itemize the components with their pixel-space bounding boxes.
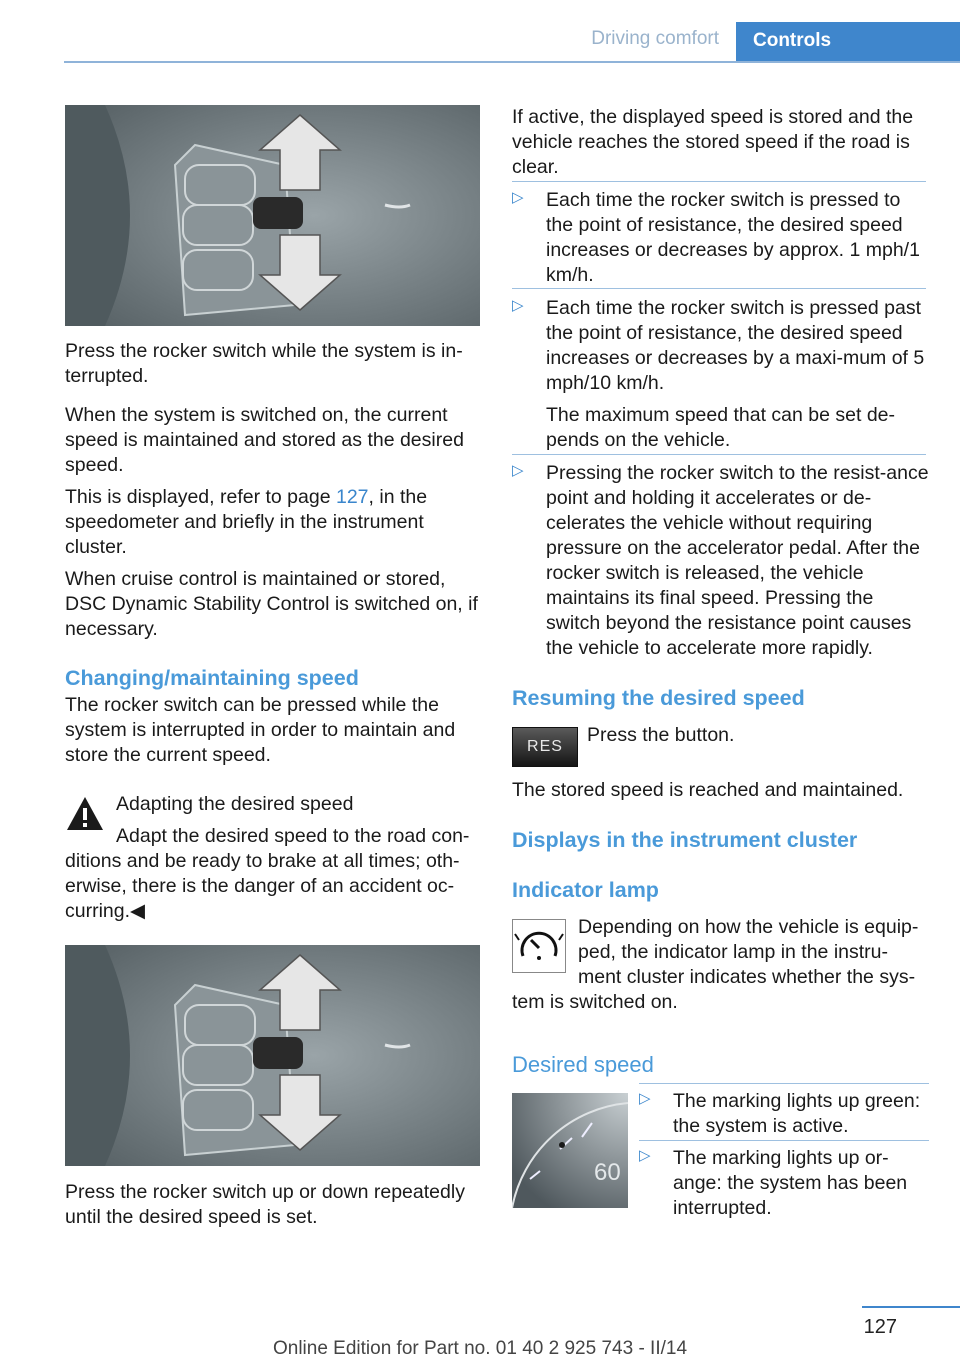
bullet-triangle-icon: ▷ [639, 1090, 651, 1107]
list-item [512, 461, 932, 661]
footer-edition: Online Edition for Part no. 01 40 2 925 743 - II/14 [272, 1338, 688, 1359]
bullet-triangle-icon: ▷ [512, 297, 524, 314]
paragraph-page-reference [65, 485, 480, 560]
heading-displays-instrument-cluster: Displays in the instrument cluster [512, 828, 858, 852]
page-number: 127 [863, 1316, 897, 1338]
paragraph-if-active: If active, the displayed speed is stored and the vehicle reaches the stored speed if the road is clear. [512, 106, 914, 178]
list-item-text: The marking lights up green: the system is active. [673, 1090, 921, 1137]
paragraph-system-switched-on: When the system is switched on, the current speed is maintained and stored as the desired speed. [65, 404, 464, 476]
cruise-control-indicator-icon [512, 919, 566, 973]
steering-wheel-rocker-photo-2 [65, 945, 480, 1166]
heading-resuming-desired-speed: Resuming the desired speed [512, 686, 805, 710]
list-item [512, 188, 932, 288]
paragraph-stored-speed: The stored speed is reached and maintained. [512, 779, 904, 801]
list-divider [512, 454, 926, 455]
header-chapter-tab: Controls [736, 22, 960, 63]
list-item-note: The maximum speed that can be set de‐pends on the vehicle. [546, 404, 896, 451]
warning-title: Adapting the desired speed [116, 793, 354, 815]
header-section-title: Driving comfort [591, 28, 719, 49]
list-item [512, 296, 932, 454]
list-item-text: The marking lights up or‐ange: the system has been interrupted. [673, 1147, 908, 1219]
list-item-text: Each time the rocker switch is pressed to the point of resistance, the desired speed increases or decreases by approx. 1 mph/1 km/h. [546, 189, 920, 286]
ref-text-after: , in the speedometer and briefly in the instrument cluster. [65, 486, 428, 558]
paragraph-rocker-interrupted: The rocker switch can be pressed while the system is interrupted in order to maintain and store the current speed. [65, 694, 456, 766]
heading-desired-speed: Desired speed [512, 1052, 654, 1077]
list-item-text [546, 296, 932, 453]
indicator-text-continued: tem is switched on. [512, 991, 678, 1013]
bullet-triangle-icon: ▷ [512, 462, 524, 479]
paragraph-press-rocker: Press the rocker switch while the system is in‐terrupted. [65, 340, 463, 387]
footer-rule [862, 1306, 960, 1308]
bullet-triangle-icon: ▷ [512, 189, 524, 206]
steering-wheel-rocker-photo-1 [65, 105, 480, 326]
list-item [639, 1089, 931, 1144]
indicator-text: Depending on how the vehicle is equip‐ped, the indicator lamp in the instru‐ment cluster indicates whether the sys‐ [578, 916, 919, 988]
res-text: Press the button. [587, 724, 735, 746]
warning-block [116, 792, 481, 849]
speedometer-marking-image [512, 1093, 628, 1208]
res-button-icon: RES [512, 727, 578, 767]
page-link[interactable]: 127 [335, 486, 369, 508]
list-item-main: Each time the rocker switch is pressed past the point of resistance, the desired speed increases or decreases by a maxi‐mum of 5 mph/10 km/h. [546, 297, 925, 394]
heading-changing-maintaining-speed: Changing/maintaining speed [65, 666, 359, 690]
warning-text-line1: Adapt the desired speed to the road con‐ [116, 825, 470, 847]
warning-triangle-icon [65, 795, 105, 833]
bullet-triangle-icon: ▷ [639, 1147, 651, 1164]
list-divider [512, 288, 926, 289]
speedometer-label: 60 [594, 1159, 621, 1186]
list-item-text: Pressing the rocker switch to the resist‐ance point and holding it accelerates or de‐celerates the vehicle without requiring pressure on the accelerator pedal. After the rocker switch is released, the vehicle maintains its final speed. Pressing the switch beyond the resistance point causes the vehicle to accelerate more rapidly. [546, 462, 929, 659]
list-divider [639, 1140, 929, 1141]
list-divider [512, 181, 926, 182]
warning-text-continued: ditions and be ready to brake at all times; oth‐erwise, there is the danger of an accident oc‐curring.◀ [65, 850, 460, 922]
header-rule [64, 61, 960, 63]
list-divider [639, 1083, 929, 1084]
paragraph-dsc: When cruise control is maintained or stored, DSC Dynamic Stability Control is switched on, if necessary. [65, 568, 478, 640]
paragraph-press-repeatedly: Press the rocker switch up or down repeatedly until the desired speed is set. [65, 1181, 465, 1228]
heading-indicator-lamp: Indicator lamp [512, 878, 659, 902]
left-column-text [65, 339, 480, 768]
ref-text-before: This is displayed, refer to page [65, 486, 336, 508]
list-item [639, 1146, 931, 1226]
